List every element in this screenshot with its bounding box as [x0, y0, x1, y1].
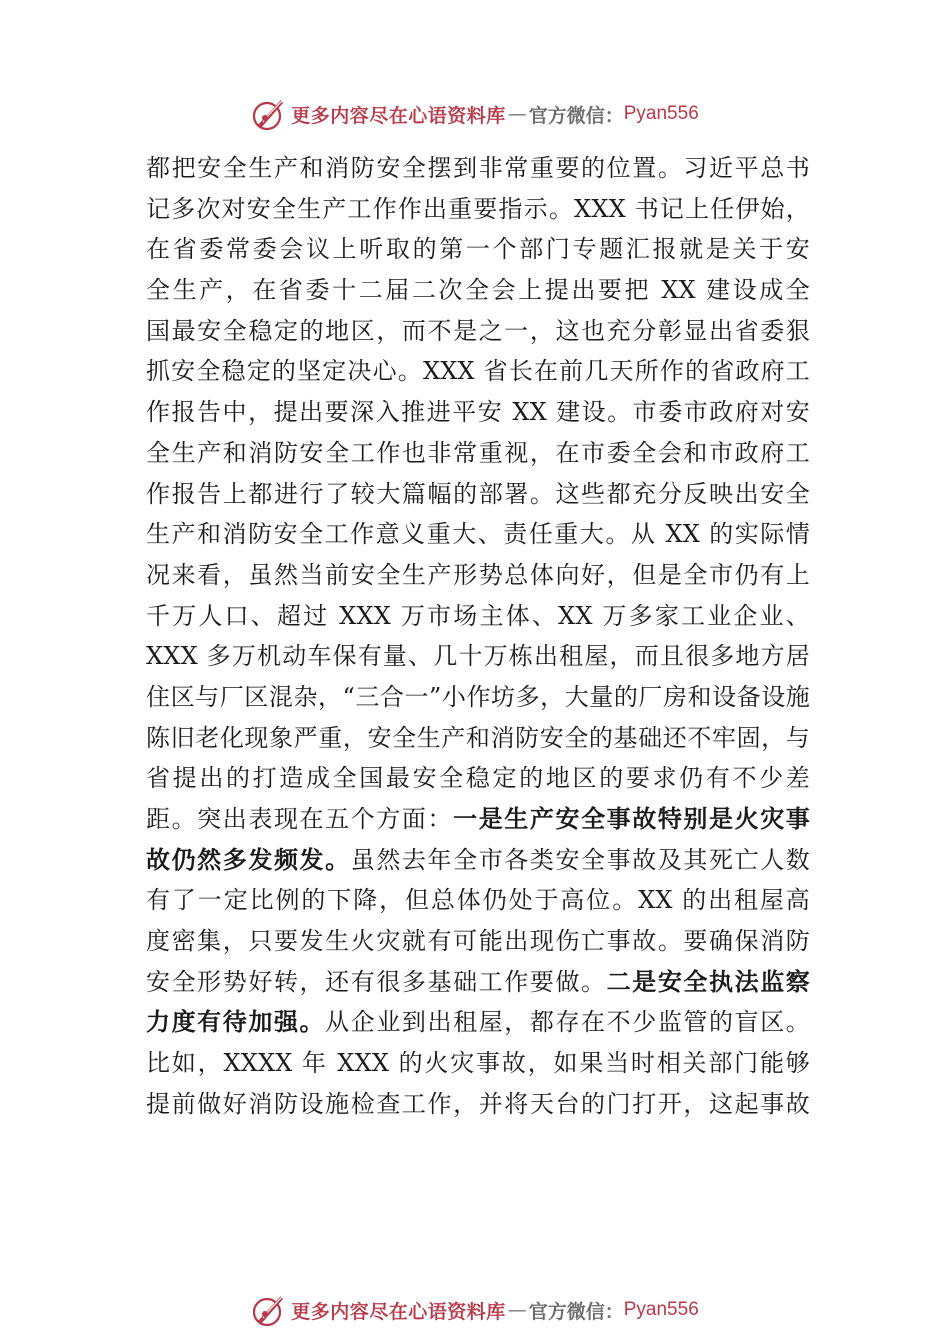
text-segment: 生产和消防安全工作意义重大、责任重大。从 XX 的实际情	[146, 520, 810, 549]
text-line	[146, 311, 810, 352]
watermark-header	[0, 94, 950, 134]
text-line	[146, 148, 810, 189]
text-line	[146, 758, 810, 799]
text-line	[146, 921, 810, 962]
text-line	[146, 840, 810, 881]
body-paragraph	[146, 148, 810, 1125]
text-segment: 安全形势好转，还有很多基础工作要做。	[146, 967, 607, 996]
text-segment: 况来看，虽然当前安全生产形势总体向好，但是全市仍有上	[146, 560, 810, 589]
text-segment: 全生产和消防安全工作也非常重视，在市委全会和市政府工	[146, 438, 810, 467]
text-line	[146, 1002, 810, 1043]
text-segment: 距。突出表现在五个方面：	[146, 805, 454, 833]
text-segment: 提前做好消防设施检查工作，并将天台的门打开，这起事故	[146, 1089, 810, 1118]
bold-text-segment: 一是生产安全事故特别是火灾事	[453, 804, 810, 833]
watermark-middle: 官方微信：	[528, 1300, 624, 1323]
text-segment: XXX 多万机动车保有量、几十万栋出租屋，而且很多地方居	[146, 642, 810, 671]
text-segment: 都把安全生产和消防安全摆到非常重要的位置。习近平总书	[146, 154, 810, 182]
text-line	[146, 596, 810, 637]
text-line	[146, 677, 810, 718]
watermark-prefix: 更多内容尽在心语资料库	[291, 104, 506, 127]
text-line	[146, 718, 810, 759]
text-line	[146, 514, 810, 555]
quill-logo-icon	[251, 1292, 287, 1328]
text-line	[146, 962, 810, 1003]
text-segment: 国最安全稳定的地区，而不是之一，这也充分彰显出省委狠	[146, 316, 810, 345]
text-line	[146, 799, 810, 840]
text-line	[146, 270, 810, 311]
text-segment: 比如，XXXX 年 XXX 的火灾事故，如果当时相关部门能够	[146, 1049, 810, 1078]
text-line	[146, 636, 810, 677]
text-segment: 省提出的打造成全国最安全稳定的地区的要求仍有不少差	[146, 764, 810, 793]
text-segment: 全生产，在省委十二届二次全会上提出要把 XX 建设成全	[146, 276, 810, 305]
text-line	[146, 555, 810, 596]
watermark-dash: —	[507, 1299, 527, 1321]
text-line	[146, 351, 810, 392]
watermark-middle: 官方微信：	[528, 104, 624, 127]
watermark-id: Pyan556	[623, 103, 699, 124]
bold-text-segment: 故仍然多发频发。	[146, 844, 351, 874]
text-line	[146, 474, 810, 515]
text-line	[146, 392, 810, 433]
watermark-id: Pyan556	[623, 1299, 699, 1320]
text-segment: 在省委常委会议上听取的第一个部门专题汇报就是关于安	[146, 235, 810, 264]
text-line	[146, 1084, 810, 1125]
text-line	[146, 1043, 810, 1084]
text-line	[146, 229, 810, 270]
text-segment: 虽然去年全市各类安全事故及其死亡人数	[350, 845, 810, 874]
text-line	[146, 433, 810, 474]
text-segment: 作报告中，提出要深入推进平安 XX 建设。市委市政府对安	[146, 398, 810, 427]
text-segment: 有了一定比例的下降，但总体仍处于高位。XX 的出租屋高	[146, 886, 810, 915]
bold-text-segment: 力度有待加强。	[146, 1007, 326, 1037]
text-segment: 记多次对安全生产工作作出重要指示。XXX 书记上任伊始，	[146, 194, 810, 223]
watermark-footer	[0, 1290, 950, 1330]
text-segment: 作报告上都进行了较大篇幅的部署。这些都充分反映出安全	[146, 479, 810, 508]
watermark-dash: —	[507, 103, 527, 125]
text-line	[146, 880, 810, 921]
text-segment: 抓安全稳定的坚定决心。XXX 省长在前几天所作的省政府工	[146, 357, 810, 386]
text-segment: 从企业到出租屋，都存在不少监管的盲区。	[325, 1008, 810, 1037]
text-segment: 陈旧老化现象严重，安全生产和消防安全的基础还不牢固，与	[146, 723, 810, 752]
text-segment: 住区与厂区混杂，“三合一”小作坊多，大量的厂房和设备设施	[146, 682, 810, 711]
text-segment: 千万人口、超过 XXX 万市场主体、XX 万多家工业企业、	[146, 601, 810, 630]
bold-text-segment: 二是安全执法监察	[606, 966, 810, 996]
quill-logo-icon	[251, 96, 287, 132]
text-line	[146, 189, 810, 230]
text-segment: 度密集，只要发生火灾就有可能出现伤亡事故。要确保消防	[146, 927, 810, 956]
watermark-prefix: 更多内容尽在心语资料库	[291, 1300, 506, 1323]
